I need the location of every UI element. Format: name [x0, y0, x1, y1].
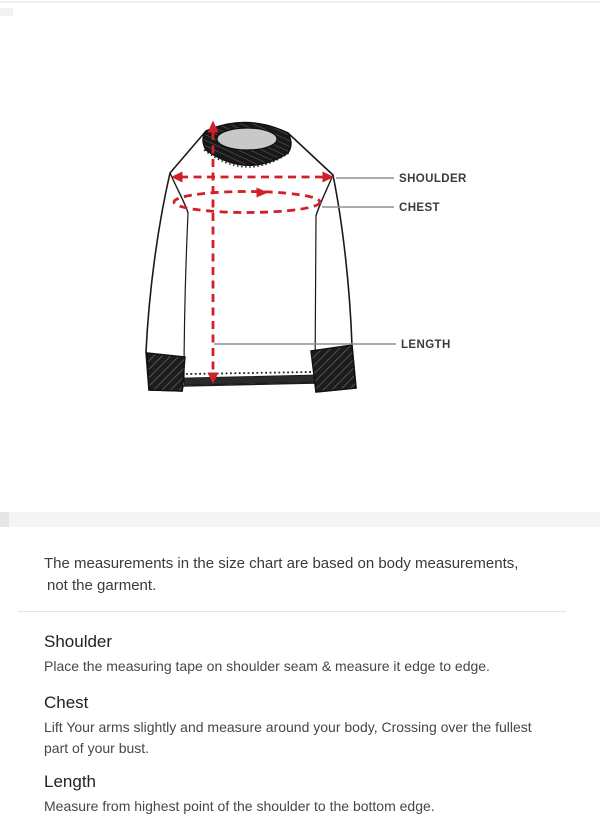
- image-scrollbar-thumb[interactable]: [0, 512, 9, 527]
- section-title-shoulder: Shoulder: [44, 632, 113, 651]
- note-line-2: not the garment.: [47, 576, 157, 594]
- size-chart-note: [44, 553, 554, 596]
- right-cuff: [311, 345, 356, 392]
- section-divider: [18, 611, 566, 612]
- section-title-chest: Chest: [44, 693, 89, 712]
- length-label: LENGTH: [401, 339, 451, 351]
- note-line-1: The measurements in the size chart are based on body measurements,: [44, 555, 519, 572]
- section-chest: [44, 692, 564, 758]
- section-title-length: Length: [44, 772, 96, 791]
- section-description-shoulder: Place the measuring tape on shoulder seam & measure it edge to edge.: [44, 658, 490, 674]
- neck-opening: [217, 128, 277, 150]
- chest-label: CHEST: [399, 202, 440, 214]
- section-description-length: Measure from highest point of the shoulder to the bottom edge.: [44, 798, 435, 814]
- section-length: [44, 771, 564, 817]
- image-scrollbar-track[interactable]: [0, 512, 600, 527]
- section-shoulder: [44, 631, 564, 677]
- left-cuff: [147, 353, 185, 391]
- shoulder-label: SHOULDER: [399, 173, 467, 185]
- section-description-chest: Lift Your arms slightly and measure around your body, Crossing over the fullest part of your bust.: [44, 719, 532, 756]
